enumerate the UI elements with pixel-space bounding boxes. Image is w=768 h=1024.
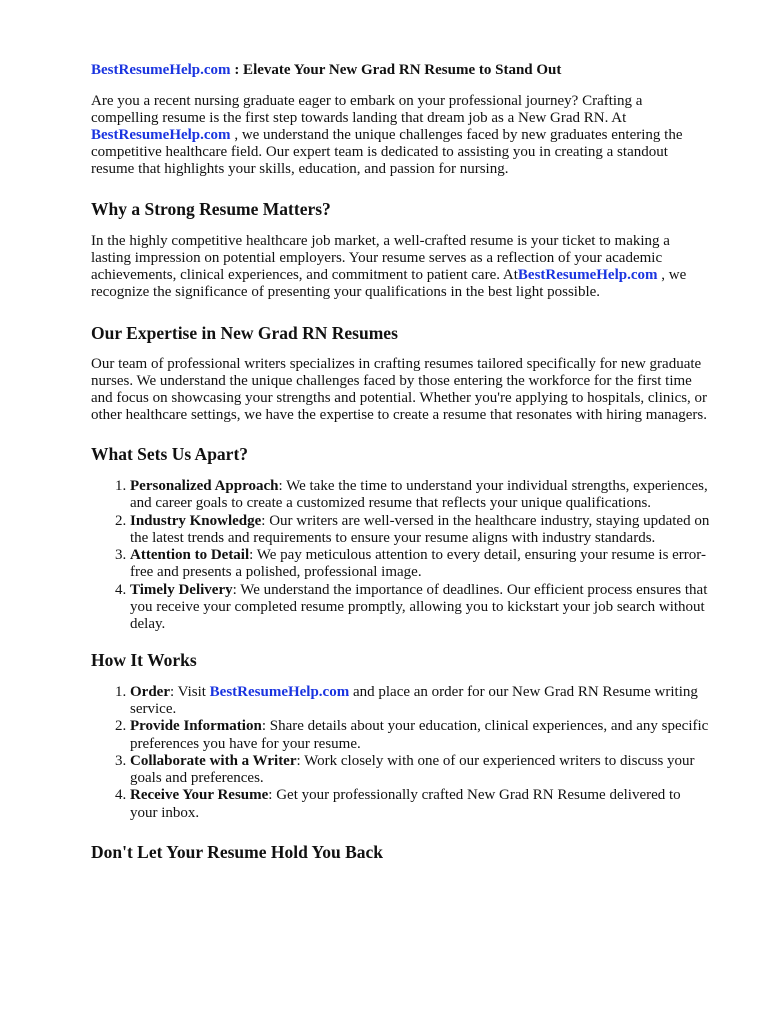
heading-why: Why a Strong Resume Matters? [91,199,331,219]
item-term: Personalized Approach [130,478,279,494]
list-item [130,718,710,753]
item-text: : Get your professionally crafted New Grad RN Resume delivered to your inbox. [130,787,681,821]
list-item [130,478,710,513]
list-item [130,684,710,719]
list-item [130,582,710,634]
item-term: Timely Delivery [130,581,233,598]
list-item [130,787,710,822]
brand-link[interactable]: BestResumeHelp.com [91,62,231,78]
item-text: and place an order for our New Grad RN Resume writing service. [130,683,698,717]
item-term: Provide Information [130,718,262,735]
why-text-1: In the highly competitive healthcare job market, a well-crafted resume is your ticket to making a lasting impression on potential employers. Your resume serves as a reflection of your academic achievements, clinical experiences, and commitment to patient care. At [91,233,670,283]
item-term: Order [130,683,170,700]
list-item [130,513,710,548]
item-text: : We take the time to understand your individual strengths, experiences, and career goals to create a customized resume that reflects your unique qualifications. [130,478,708,512]
intro-text-1: Are you a recent nursing graduate eager to embark on your professional journey? Crafting a compelling resume is the first step towards landing that dream job as a New Grad RN. At [91,93,643,126]
list-item [130,753,710,788]
why-paragraph [91,233,710,301]
item-text: : Share details about your education, clinical experiences, and any specific preferences you have for your resume. [130,718,709,752]
item-text: : Work closely with one of our experienced writers to discuss your goals and preferences. [130,752,695,787]
item-text: : Visit [169,683,210,700]
item-text: : We pay meticulous attention to every detail, ensuring your resume is error-free and presents a polished, professional image. [130,547,706,581]
intro-brand-link[interactable]: BestResumeHelp.com [91,127,231,143]
item-term: Attention to Detail [130,547,250,564]
expertise-paragraph: Our team of professional writers specializes in crafting resumes tailored specifically for new graduate nurses. We understand the unique challenges faced by those entering the workforce for the first time and focus on showcasing your strengths and potential. Whether you're applying to hospitals, clinics, or other healthcare settings, we have the expertise to create a resume that resonates with hiring managers. [91,356,708,423]
heading-expertise: Our Expertise in New Grad RN Resumes [91,323,398,343]
item-term: Collaborate with a Writer [130,752,297,769]
list-item [130,547,710,582]
intro-paragraph [91,93,710,178]
heading-dont: Don't Let Your Resume Hold You Back [91,842,384,863]
title-text: : Elevate Your New Grad RN Resume to Stand Out [230,62,562,78]
heading-how: How It Works [91,649,197,670]
apart-list [91,478,710,634]
how-brand-link[interactable]: BestResumeHelp.com [209,683,350,700]
how-list [91,684,710,822]
document-title [91,61,710,79]
item-term: Receive Your Resume [130,787,269,804]
heading-apart: What Sets Us Apart? [91,444,249,464]
why-brand-link[interactable]: BestResumeHelp.com [517,267,658,283]
item-text: : We understand the importance of deadlines. Our efficient process ensures that you receive your completed resume promptly, allowing you to kickstart your job search without delay. [130,581,708,633]
item-text: : Our writers are well-versed in the healthcare industry, staying updated on the latest trends and requirements to ensure your resume aligns with industry standards. [130,512,710,546]
item-term: Industry Knowledge [130,512,262,529]
intro-text-2: , we understand the unique challenges faced by new graduates entering the competitive healthcare field. Our expert team is dedicated to assisting you in creating a standout resume that highlights your skills, education, and passion for nursing. [91,127,683,177]
why-text-2: , we recognize the significance of presenting your qualifications in the best light possible. [91,267,687,300]
